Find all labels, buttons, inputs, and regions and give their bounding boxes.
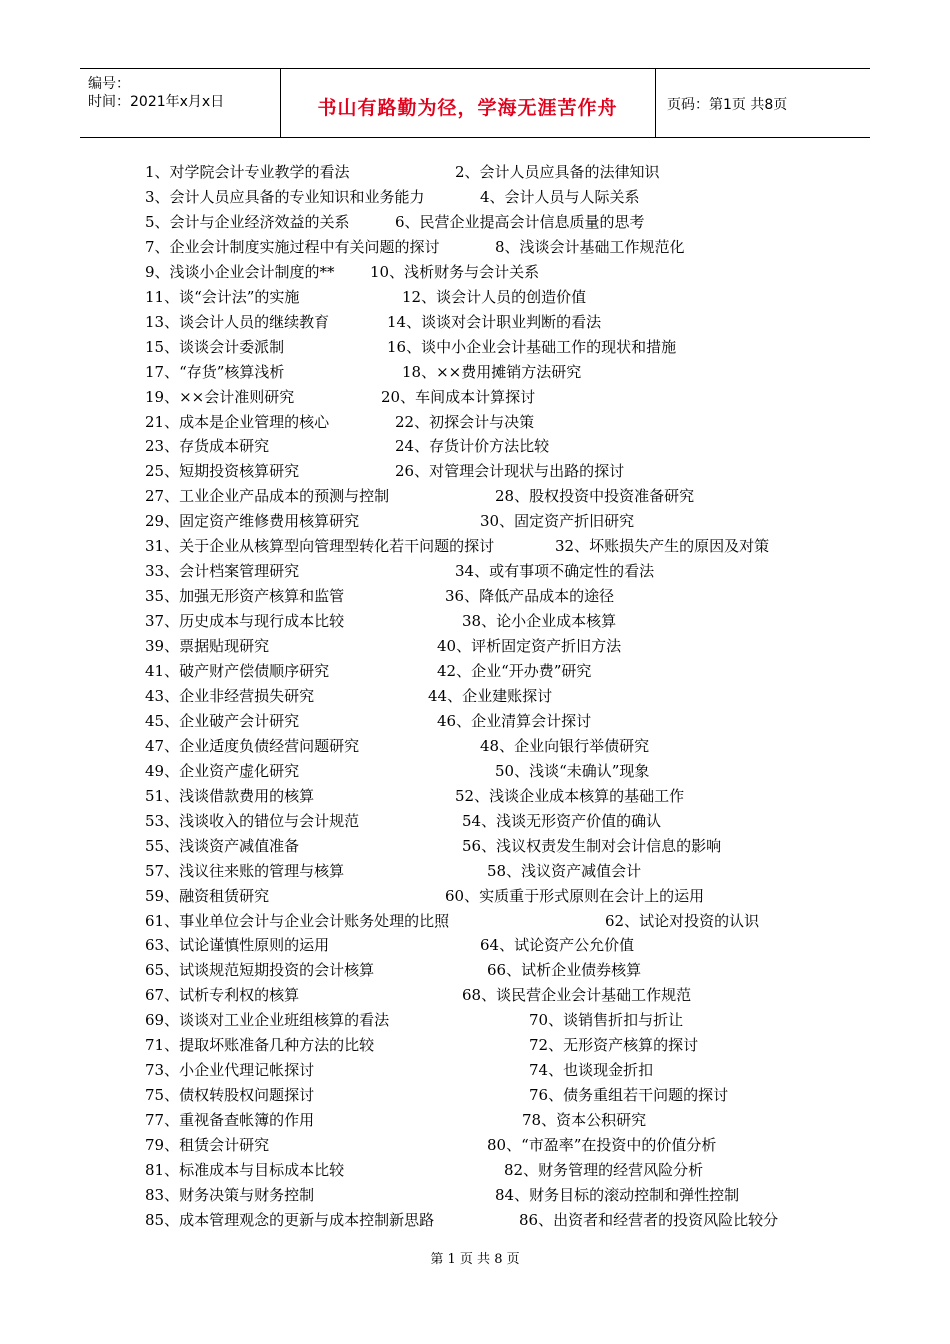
topic-item: 14、谈谈对会计职业判断的看法	[387, 312, 602, 331]
topic-item: 40、评析固定资产折旧方法	[437, 637, 622, 656]
header-page-cell	[655, 69, 870, 137]
topic-item: 70、谈销售折扣与折让	[529, 1011, 684, 1030]
topic-item: 63、试论谨慎性原则的运用	[145, 936, 330, 955]
topic-item: 85、成本管理观念的更新与成本控制新思路	[145, 1210, 435, 1229]
topic-item: 26、对管理会计现状与出路的探讨	[395, 462, 625, 481]
topic-item: 38、论小企业成本核算	[462, 612, 617, 631]
topic-item: 54、浅谈无形资产价值的确认	[462, 811, 662, 830]
topic-item: 64、试论资产公允价值	[480, 936, 635, 955]
topic-item: 27、工业企业产品成本的预测与控制	[145, 487, 390, 506]
topic-item: 50、浅谈“未确认”现象	[495, 761, 650, 780]
topic-item: 55、浅谈资产减值准备	[145, 836, 300, 855]
topic-item: 45、企业破产会计研究	[145, 711, 300, 730]
page-footer: 第 1 页 共 8 页	[430, 1252, 520, 1267]
topic-item: 42、企业“开办费”研究	[437, 662, 592, 680]
topic-item: 13、谈会计人员的继续教育	[145, 312, 330, 331]
topic-item: 22、初探会计与决策	[395, 412, 535, 431]
topic-item: 5、会计与企业经济效益的关系	[145, 212, 350, 231]
topic-item: 53、浅谈收入的错位与会计规范	[145, 811, 360, 830]
topic-item: 2、会计人员应具备的法律知识	[455, 163, 660, 181]
topic-item: 11、谈“会计法”的实施	[145, 287, 300, 306]
topic-item: 17、“存货”核算浅析	[145, 362, 285, 381]
topic-item: 33、会计档案管理研究	[145, 562, 300, 581]
topic-item: 4、会计人员与人际关系	[480, 187, 640, 206]
topic-item: 7、企业会计制度实施过程中有关问题的探讨	[145, 237, 440, 256]
topic-item: 56、浅议权责发生制对会计信息的影响	[462, 836, 722, 855]
topic-item: 36、降低产品成本的途径	[445, 587, 615, 606]
topic-item: 31、关于企业从核算型向管理型转化若干问题的探讨	[145, 537, 495, 556]
topic-item: 79、租赁会计研究	[145, 1136, 270, 1155]
topic-item: 74、也谈现金折扣	[529, 1061, 654, 1080]
topic-item: 6、民营企业提高会计信息质量的思考	[395, 212, 645, 231]
header-page-info: 页码：第1页 共8页	[667, 97, 788, 113]
topic-item: 52、浅谈企业成本核算的基础工作	[455, 786, 685, 805]
header-meta-cell	[80, 69, 281, 137]
topic-item: 12、谈会计人员的创造价值	[402, 287, 587, 306]
topic-item: 37、历史成本与现行成本比较	[145, 612, 345, 631]
topic-item: 75、债权转股权问题探讨	[145, 1086, 315, 1105]
topic-item: 82、财务管理的经营风险分析	[504, 1161, 704, 1179]
topic-item: 76、债务重组若干问题的探讨	[529, 1086, 729, 1105]
doc-time: 时间：2021年x月x日	[88, 94, 225, 110]
page-header	[80, 68, 870, 138]
topic-item: 84、财务目标的滚动控制和弹性控制	[495, 1185, 740, 1204]
topic-item: 60、实质重于形式原则在会计上的运用	[445, 886, 705, 905]
topic-item: 44、企业建账探讨	[428, 686, 553, 705]
topic-item: 3、会计人员应具备的专业知识和业务能力	[145, 187, 425, 206]
topic-item: 39、票据贴现研究	[145, 637, 270, 656]
topic-item: 65、试谈规范短期投资的会计核算	[145, 961, 375, 980]
topic-item: 83、财务决策与财务控制	[145, 1185, 315, 1204]
topic-item: 15、谈谈会计委派制	[145, 337, 285, 356]
topic-item: 18、××费用摊销方法研究	[402, 362, 582, 381]
topic-item: 66、试析企业债券核算	[487, 961, 642, 980]
topic-item: 57、浅议往来账的管理与核算	[145, 861, 345, 880]
topic-item: 9、浅谈小企业会计制度的**	[145, 262, 335, 281]
doc-number-label: 编号：	[88, 76, 130, 92]
topic-item: 61、事业单位会计与企业会计账务处理的比照	[145, 911, 450, 930]
topic-item: 20、车间成本计算探讨	[381, 387, 536, 406]
topic-item: 69、谈谈对工业企业班组核算的看法	[145, 1011, 390, 1030]
topic-item: 41、破产财产偿债顺序研究	[145, 662, 330, 680]
topic-item: 30、固定资产折旧研究	[480, 512, 635, 531]
topic-item: 28、股权投资中投资准备研究	[495, 487, 695, 506]
topic-item: 81、标准成本与目标成本比较	[145, 1161, 345, 1179]
topic-item: 25、短期投资核算研究	[145, 462, 300, 481]
topic-item: 10、浅析财务与会计关系	[370, 262, 540, 281]
topic-item: 49、企业资产虚化研究	[145, 761, 300, 780]
topic-item: 8、浅谈会计基础工作规范化	[495, 237, 685, 256]
topic-item: 67、试析专利权的核算	[145, 986, 300, 1005]
topic-item: 58、浅议资产减值会计	[487, 861, 642, 880]
topic-item: 1、对学院会计专业教学的看法	[145, 163, 350, 181]
topic-item: 71、提取坏账准备几种方法的比较	[145, 1036, 375, 1055]
topic-item: 21、成本是企业管理的核心	[145, 412, 330, 431]
topic-item: 62、试论对投资的认识	[605, 911, 760, 930]
topic-item: 43、企业非经营损失研究	[145, 686, 315, 705]
topic-item: 32、坏账损失产生的原因及对策	[555, 537, 770, 556]
topic-item: 59、融资租赁研究	[145, 886, 270, 905]
topic-item: 16、谈中小企业会计基础工作的现状和措施	[387, 337, 677, 356]
topic-item: 47、企业适度负债经营问题研究	[145, 736, 360, 755]
topic-item: 46、企业清算会计探讨	[437, 711, 592, 730]
topic-item: 80、“市盈率”在投资中的价值分析	[487, 1136, 717, 1155]
topic-item: 78、资本公积研究	[522, 1111, 647, 1130]
topic-item: 51、浅谈借款费用的核算	[145, 786, 315, 805]
topic-item: 86、出资者和经营者的投资风险比较分	[519, 1210, 779, 1229]
topic-item: 72、无形资产核算的探讨	[529, 1036, 699, 1055]
topic-item: 77、重视备查帐簿的作用	[145, 1111, 315, 1130]
topic-item: 29、固定资产维修费用核算研究	[145, 512, 360, 531]
header-motto-cell	[280, 69, 656, 137]
topic-item: 24、存货计价方法比较	[395, 437, 550, 456]
topic-item: 19、××会计准则研究	[145, 387, 295, 406]
topic-item: 34、或有事项不确定性的看法	[455, 562, 655, 581]
topic-item: 73、小企业代理记帐探讨	[145, 1061, 315, 1080]
topic-item: 23、存货成本研究	[145, 437, 270, 456]
topic-item: 48、企业向银行举债研究	[480, 736, 650, 755]
topic-item: 35、加强无形资产核算和监管	[145, 587, 345, 606]
topic-item: 68、谈民营企业会计基础工作规范	[462, 986, 692, 1005]
header-motto: 书山有路勤为径，学海无涯苦作舟	[317, 97, 618, 119]
